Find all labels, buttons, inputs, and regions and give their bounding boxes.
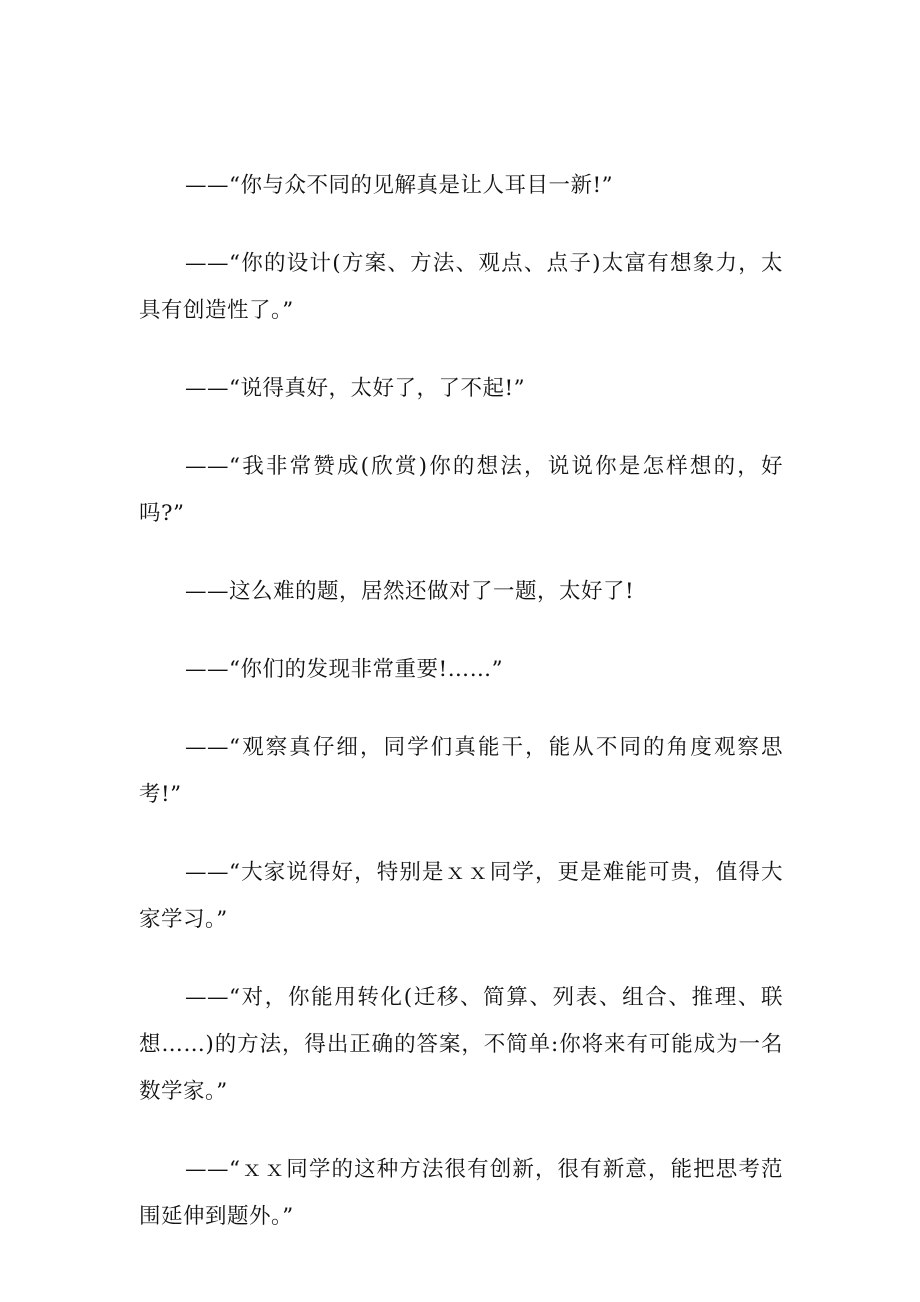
paragraph-8: ——“大家说得好，特别是ｘｘ同学，更是难能可贵，值得大家学习。”: [139, 860, 783, 932]
paragraph-2: ——“你的设计(方案、方法、观点、点子)太富有想象力，太具有创造性了。”: [139, 251, 783, 323]
paragraph-7: ——“观察真仔细，同学们真能干，能从不同的角度观察思考!”: [139, 735, 783, 807]
paragraph-6: ——“你们的发现非常重要!……”: [185, 657, 504, 682]
paragraph-5: ——这么难的题，居然还做对了一题，太好了!: [185, 579, 635, 604]
paragraph-1: ——“你与众不同的见解真是让人耳目一新!”: [185, 173, 614, 198]
paragraph-4: ——“我非常赞成(欣赏)你的想法，说说你是怎样想的，好吗?”: [139, 454, 783, 526]
paragraph-10: ——“ｘｘ同学的这种方法很有创新，很有新意，能把思考范围延伸到题外。”: [139, 1157, 783, 1229]
document-body: [139, 162, 783, 1271]
paragraph-9: ——“对，你能用转化(迁移、简算、列表、组合、推理、联想……)的方法，得出正确的答案，不简单:你将来有可能成为一名数学家。”: [139, 985, 783, 1104]
paragraph-3: ——“说得真好，太好了，了不起!”: [185, 376, 526, 401]
